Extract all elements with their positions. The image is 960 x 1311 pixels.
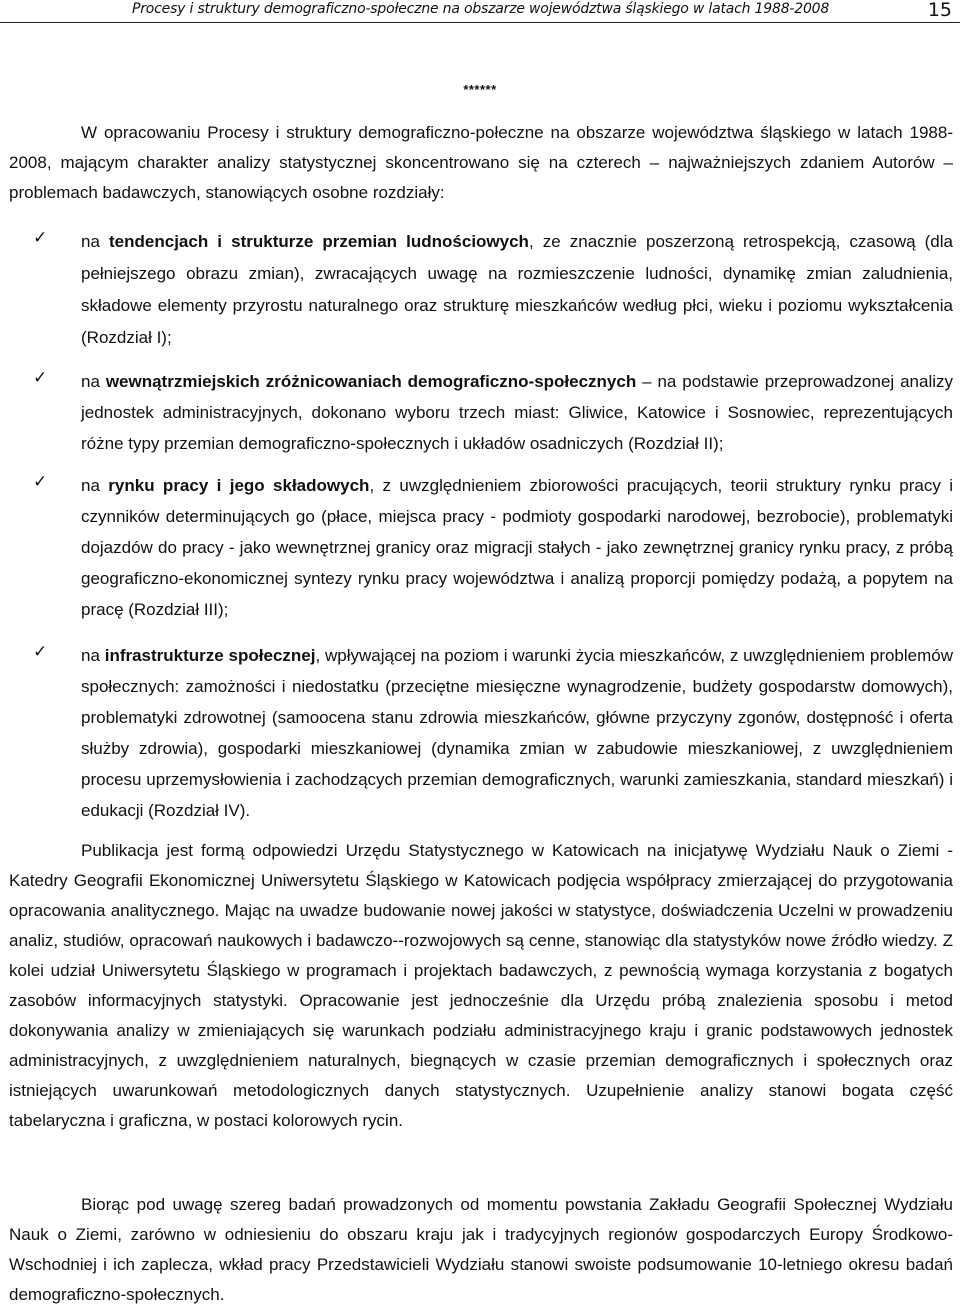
list-item-text xyxy=(81,226,953,354)
checkmark-icon: ✓ xyxy=(33,642,48,662)
checkmark-icon: ✓ xyxy=(33,472,48,492)
list-item-body: – na podstawie przeprowadzonej analizy jednostek administracyjnych, dokonano wyboru trzech miast: Gliwice, Katowice i Sosnowiec, reprezentujących różne typy przemian demograficzno-społecznych i układów osadniczych (Rozdział II); xyxy=(81,372,953,453)
list-item-highlight: infrastrukturze społecznej xyxy=(104,646,316,665)
list-item-lead: na xyxy=(81,372,106,391)
closing-paragraph: Biorąc pod uwagę szereg badań prowadzonych od momentu powstania Zakładu Geografii Społecznej Wydziału Nauk o Ziemi, zarówno w odniesieniu do obszaru kraju jak i tradycyjnych regionów gospodarczych Europy Środkowo-Wschodniej i ich zaplecza, wkład pracy Przedstawicieli Wydziału stanowi swoiste podsumowanie 10-letniego okresu badań demograficzno-społecznych. xyxy=(9,1195,953,1304)
list-item-text xyxy=(81,640,953,826)
page-number: 15 xyxy=(927,0,952,21)
checkmark-icon: ✓ xyxy=(33,228,48,248)
intro-paragraph: W opracowaniu Procesy i struktury demograficzno-połeczne na obszarze województwa śląskiego w latach 1988-2008, mającym charakter analizy statystycznej skoncentrowano się na czterech – najważniejszych zdaniem Autorów – problemach badawczych, stanowiących osobne rozdziały: xyxy=(9,123,953,202)
list-item-highlight: rynku pracy i jego składowych xyxy=(108,476,370,495)
list-item-lead: na xyxy=(81,646,105,665)
checkmark-icon: ✓ xyxy=(33,368,48,388)
list-item-lead: na xyxy=(81,476,109,495)
list-item-body: , ze znacznie poszerzoną retrospekcją, czasową (dla pełniejszego obrazu zmian), zwracających uwagę na rozmieszczenie ludności, dynamikę zmian zaludnienia, składowe elementy przyrostu naturalnego oraz strukturę mieszkańców według płci, wieku i poziomu wykształcenia (Rozdział I); xyxy=(81,232,953,347)
list-item-body: , wpływającej na poziom i warunki życia mieszkańców, z uwzględnieniem problemów społecznych: zamożności i niedostatku (przeciętne miesięczne wynagrodzenie, budżety gospodarstw domowych), problematyki zdrowotnej (samoocena stanu zdrowia mieszkańców, główne przyczyny zgonów, dostępność i oferta służby zdrowia), gospodarki mieszkaniowej (dynamika zmian w zabudowie mieszkaniowej, z uwzględnieniem procesu uprzemysłowienia i zachodzących przemian demograficznych, warunki zamieszkania, standard mieszkań) i edukacji (Rozdział IV). xyxy=(81,646,954,820)
list-item-text xyxy=(81,366,953,459)
section-separator: ****** xyxy=(463,82,497,97)
list-item-body: , z uwzględnieniem zbiorowości pracujących, teorii struktury rynku pracy i czynników determinujących go (płace, miejsca pracy - podmioty gospodarki narodowej, bezrobocie), problematyki dojazdów do pracy - jako wewnętrznej granicy oraz migracji stałych - jako zewnętrznej granicy rynku pracy, z próbą geograficzno-ekonomicznej syntezy rynku pracy województwa i analizą proporcji pomiędzy podażą, a popytem na pracę (Rozdział III); xyxy=(81,476,954,619)
header-title: Procesy i struktury demograficzno-społeczne na obszarze województwa śląskiego w latach 1988-2008 xyxy=(132,1,830,17)
list-item-highlight: tendencjach i strukturze przemian ludnościowych xyxy=(109,232,529,251)
body-paragraph: Publikacja jest formą odpowiedzi Urzędu Statystycznego w Katowicach na inicjatywę Wydziału Nauk o Ziemi - Katedry Geografii Ekonomicznej Uniwersytetu Śląskiego w Katowicach podjęcia współpracy zmierzającej do przygotowania opracowania analitycznego. Mając na uwadze budowanie nowej jakości w statystyce, doświadczenia Uczelni w prowadzeniu analiz, studiów, opracowań naukowych i badawczo--rozwojowych są cenne, stanowiąc dla statystyków nowe źródło wiedzy. Z kolei udział Uniwersytetu Śląskiego w programach i projektach badawczych, z pewnością wymaga korzystania z bogatych zasobów informacyjnych statystyki. Opracowanie jest jednocześnie dla Urzędu próbą znalezienia sposobu i metod dokonywania analizy w zmieniających się warunkach podziału administracyjnego kraju i granic podstawowych jednostek administracyjnych, z uwzględnieniem naturalnych, biegnących w czasie przemian demograficznych i społecznych oraz istniejących uwarunkowań metodologicznych danych statystycznych. Uzupełnienie analizy stanowi bogata część tabelaryczna i graficzna, w postaci kolorowych rycin. xyxy=(9,841,953,1130)
list-item-text xyxy=(81,470,953,625)
list-item-highlight: wewnątrzmiejskich zróżnicowaniach demograficzno-społecznych xyxy=(105,372,637,391)
list-item-lead: na xyxy=(81,232,110,251)
running-header xyxy=(0,0,960,23)
